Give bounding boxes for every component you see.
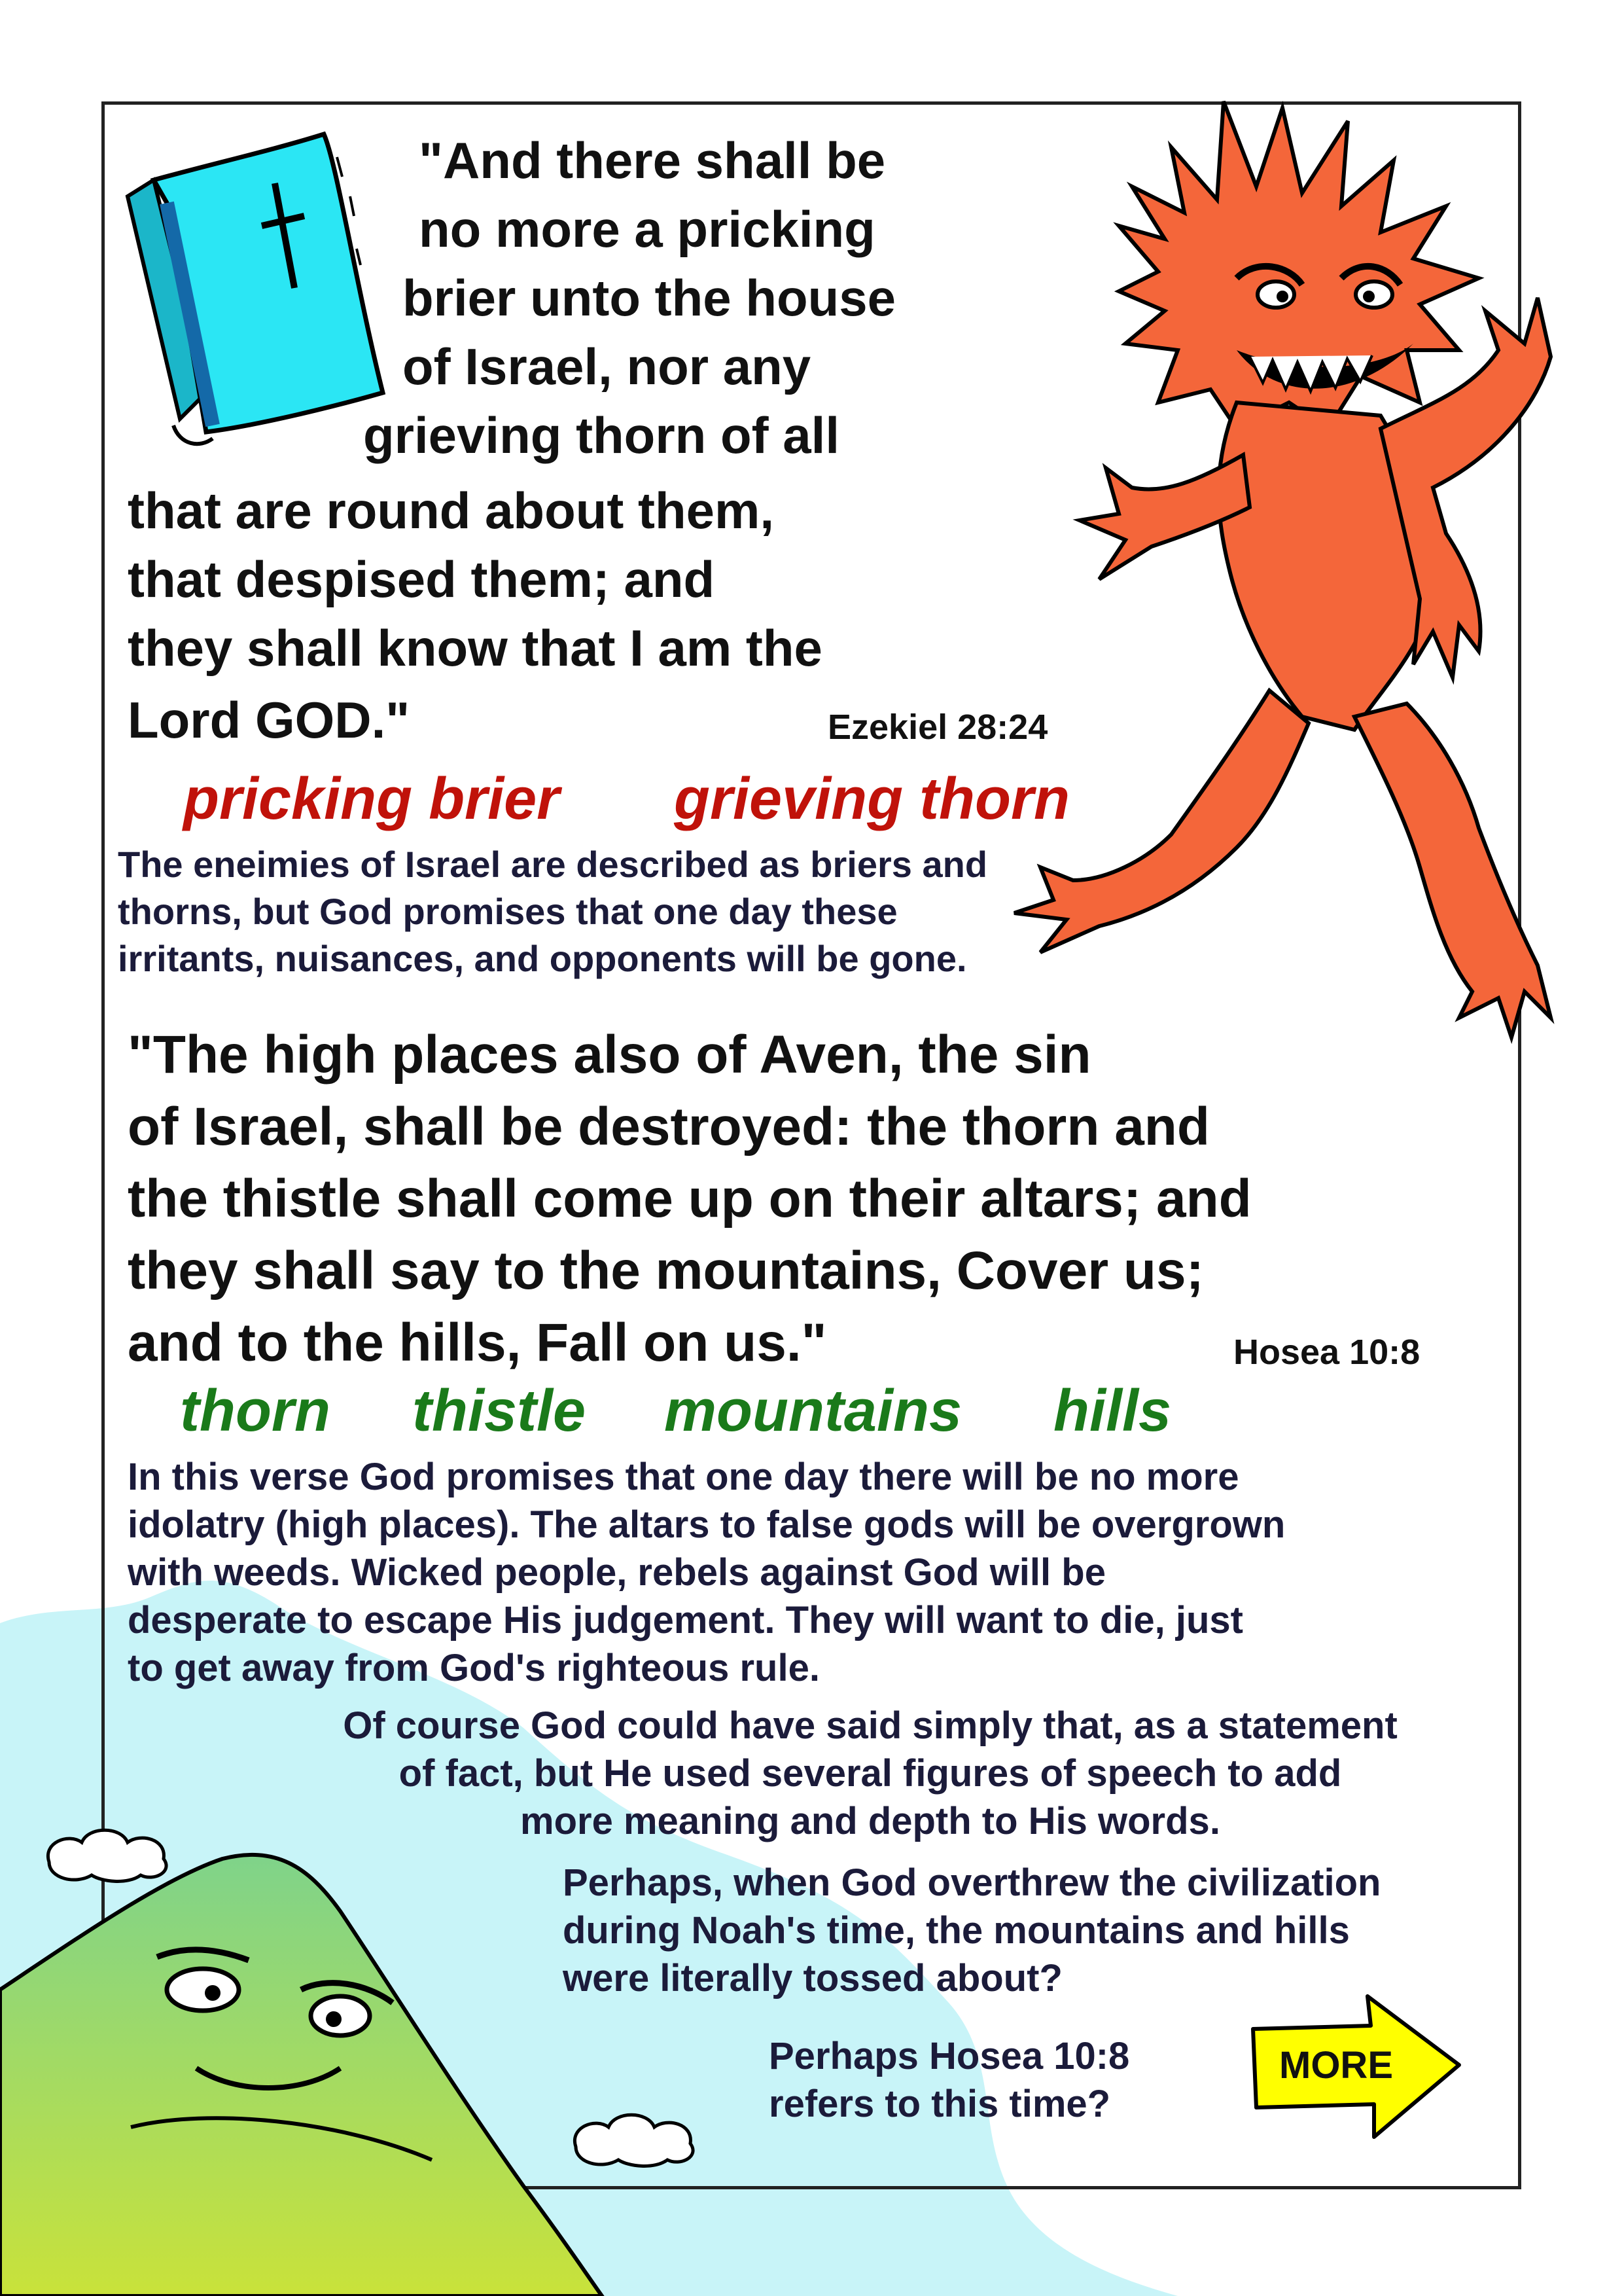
verse-line: "The high places also of Aven, the sin xyxy=(128,1025,1091,1085)
text-line: Perhaps, when God overthrew the civilization xyxy=(563,1861,1381,1904)
keyword: pricking brier xyxy=(183,766,560,832)
text-line: of fact, but He used several figures of speech to add xyxy=(398,1752,1342,1795)
verse-line: they shall say to the mountains, Cover us; xyxy=(128,1241,1204,1300)
verse-reference: Ezekiel 28:24 xyxy=(828,708,1048,747)
keyword: mountains xyxy=(664,1378,962,1444)
keyword: thorn xyxy=(180,1378,330,1444)
verse-line: Lord GOD." xyxy=(128,691,410,749)
text-line: The eneimies of Israel are described as briers and xyxy=(118,844,988,885)
text-line: irritants, nuisances, and opponents will be gone. xyxy=(118,938,967,979)
text-line: Perhaps Hosea 10:8 xyxy=(769,2035,1130,2077)
explanation-paragraph xyxy=(275,1702,1466,1845)
verse-line: that despised them; and xyxy=(128,550,715,608)
text-line: idolatry (high places). The altars to false gods will be overgrown xyxy=(128,1503,1286,1546)
verse-line: no more a pricking xyxy=(419,200,875,258)
verse-line: of Israel, nor any xyxy=(402,338,811,395)
verse-line: of Israel, shall be destroyed: the thorn and xyxy=(128,1097,1210,1157)
text-line: with weeds. Wicked people, rebels against God will be xyxy=(128,1551,1106,1594)
more-button-label: MORE xyxy=(1279,2044,1393,2087)
text-line: during Noah's time, the mountains and hills xyxy=(563,1909,1350,1952)
keyword: thistle xyxy=(412,1378,586,1444)
bible-icon xyxy=(75,118,402,458)
explanation-paragraph xyxy=(563,1859,1381,2002)
verse-line: the thistle shall come up on their altars; and xyxy=(128,1169,1252,1229)
text-line: refers to this time? xyxy=(769,2083,1111,2125)
text-line: to get away from God's righteous rule. xyxy=(128,1647,820,1689)
keyword: grieving thorn xyxy=(674,766,1070,832)
explanation-paragraph xyxy=(118,841,987,982)
explanation-paragraph xyxy=(128,1453,1285,1692)
cloud-icon xyxy=(36,1816,180,1888)
text-line: thorns, but God promises that one day these xyxy=(118,891,898,932)
verse-line: grieving thorn of all xyxy=(363,406,840,464)
text-line: were literally tossed about? xyxy=(563,1957,1063,2000)
verse-line: they shall know that I am the xyxy=(128,619,822,677)
text-line: desperate to escape His judgement. They will want to die, just xyxy=(128,1599,1243,1641)
more-button[interactable] xyxy=(1243,1990,1466,2140)
cloud-icon xyxy=(563,2101,707,2173)
text-line: In this verse God promises that one day there will be no more xyxy=(128,1456,1239,1498)
verse-line: and to the hills, Fall on us." xyxy=(128,1313,827,1372)
verse-line: brier unto the house xyxy=(402,269,896,327)
text-line: Of course God could have said simply that, as a statement xyxy=(343,1704,1398,1747)
mountain-face-illustration xyxy=(0,1820,654,2296)
thorn-monster-illustration xyxy=(962,62,1603,1044)
verse-reference: Hosea 10:8 xyxy=(1233,1333,1421,1372)
keyword: hills xyxy=(1053,1378,1172,1444)
explanation-paragraph xyxy=(769,2032,1129,2128)
text-line: more meaning and depth to His words. xyxy=(520,1800,1220,1842)
verse-line: "And there shall be xyxy=(419,132,886,189)
verse-line: that are round about them, xyxy=(128,482,775,539)
